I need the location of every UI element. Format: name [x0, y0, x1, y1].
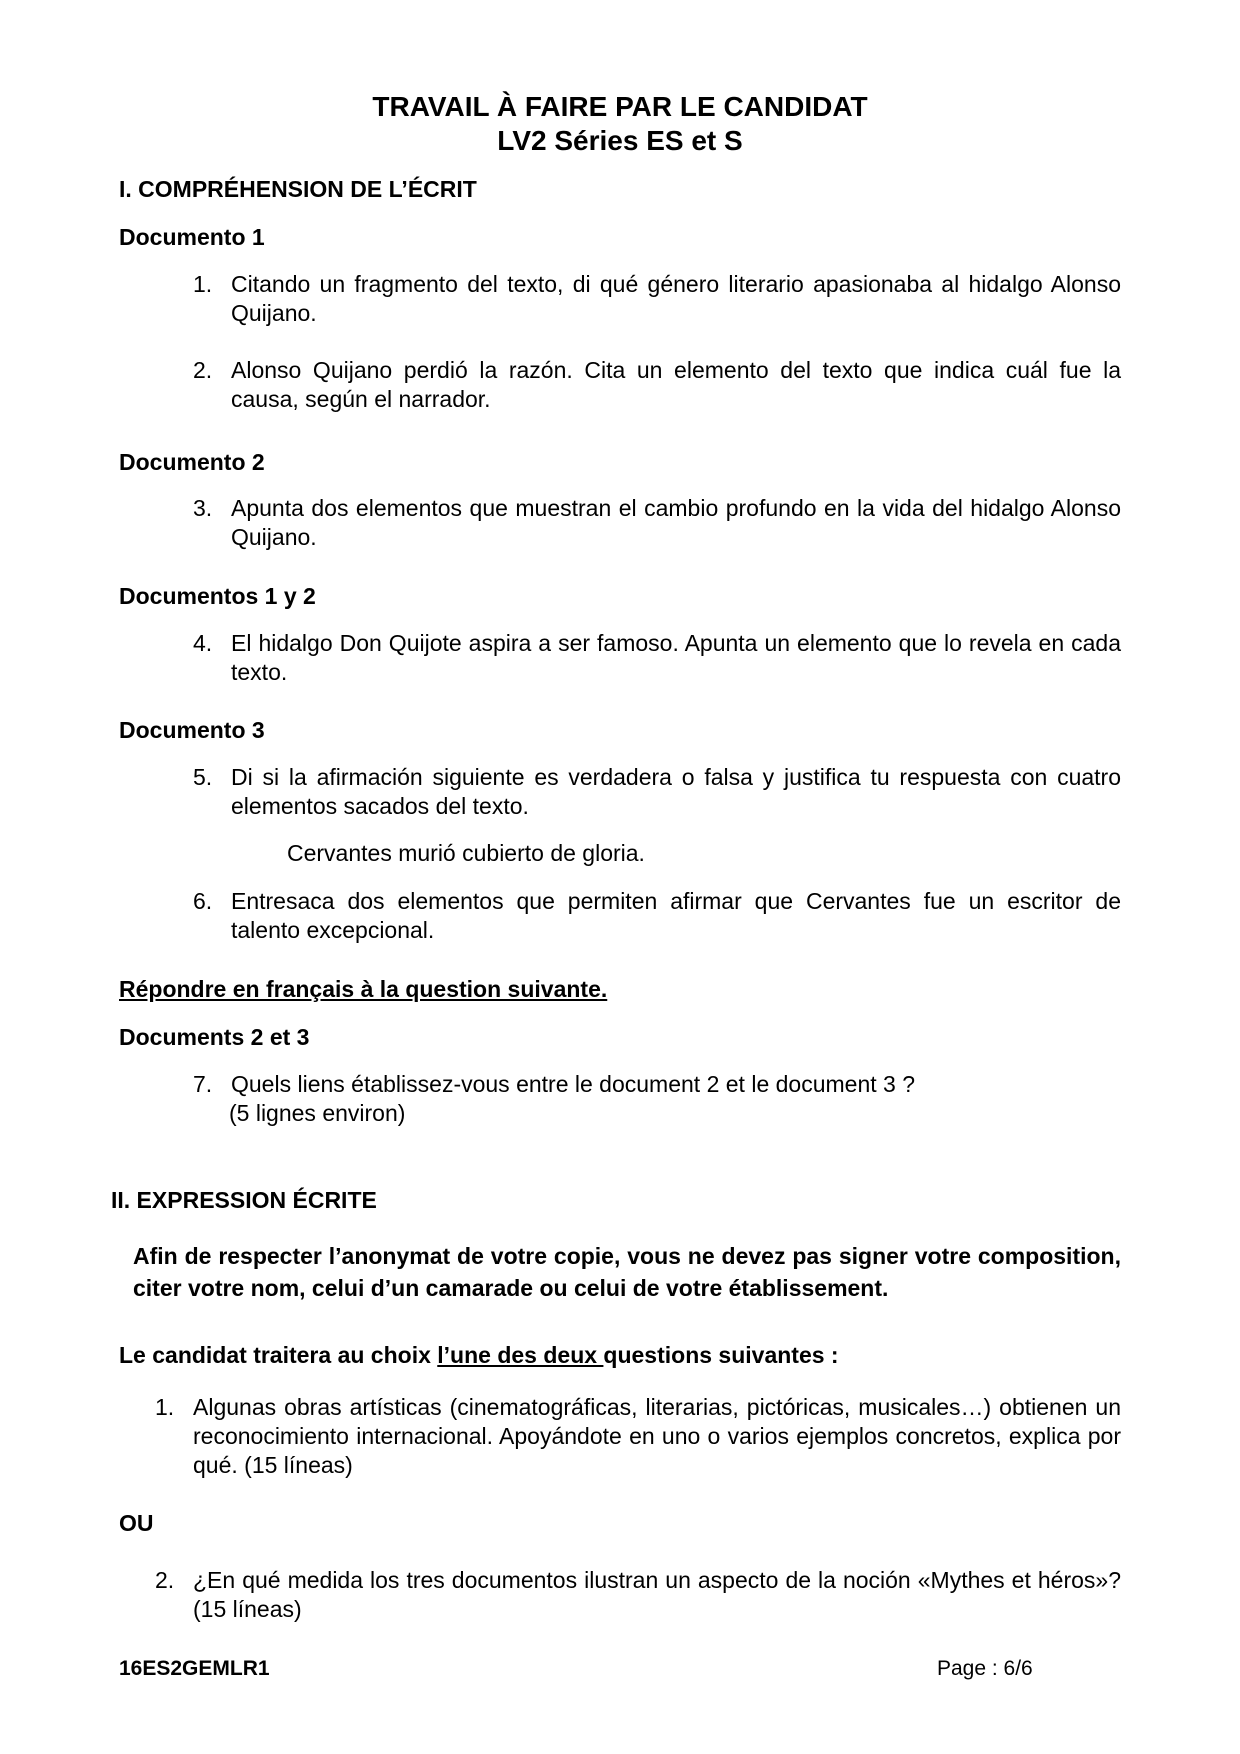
document-label: Documento 3: [119, 717, 265, 743]
question-1: [193, 270, 1121, 328]
footer-code: 16ES2GEMLR1: [119, 1657, 270, 1680]
question-text: Alonso Quijano perdió la razón. Cita un elemento del texto que indica cuál fue la causa, según el narrador.: [231, 357, 1121, 412]
question-text: El hidalgo Don Quijote aspira a ser famoso. Apunta un elemento que lo revela en cada texto.: [231, 630, 1121, 685]
question-number: 6.: [193, 888, 213, 914]
choice-text-end: questions suivantes :: [603, 1342, 839, 1368]
statement: Cervantes murió cubierto de gloria.: [287, 840, 645, 866]
question-text: Algunas obras artísticas (cinematográficas, literarias, pictóricas, musicales…) obtienen un reconocimiento internacional. Apoyándote en uno o varios ejemplos concretos, explica por qué. (15 líneas): [193, 1394, 1121, 1478]
section-heading-expression: II. EXPRESSION ÉCRITE: [111, 1187, 377, 1213]
question-text: Quels liens établissez-vous entre le document 2 et le document 3 ?: [231, 1071, 915, 1097]
question-6: [193, 887, 1121, 945]
length-note: (5 lignes environ): [229, 1100, 406, 1126]
question-text: Citando un fragmento del texto, di qué género literario apasionaba al hidalgo Alonso Quijano.: [231, 271, 1121, 326]
question-number: 4.: [193, 630, 213, 656]
question-number: 7.: [193, 1071, 213, 1097]
anonymity-notice: Afin de respecter l’anonymat de votre copie, vous ne devez pas signer votre composition, citer votre nom, celui d’un camarade ou celui de votre établissement.: [133, 1243, 1121, 1301]
question-number: 1.: [155, 1394, 175, 1420]
french-instruction: Répondre en français à la question suivante.: [119, 976, 608, 1002]
question-number: 5.: [193, 764, 213, 790]
question-3: [193, 494, 1121, 552]
document-label: Documento 1: [119, 224, 265, 250]
document-label: Documento 2: [119, 449, 265, 475]
question-7: [193, 1070, 1121, 1099]
essay-question-2: [155, 1566, 1121, 1624]
question-number: 2.: [193, 357, 213, 383]
question-text: Di si la afirmación siguiente es verdadera o falsa y justifica tu respuesta con cuatro elementos sacados del texto.: [231, 764, 1121, 819]
question-4: [193, 629, 1121, 687]
page-subtitle: LV2 Séries ES et S: [497, 125, 743, 156]
essay-question-1: [155, 1393, 1121, 1480]
page-number: Page : 6/6: [937, 1657, 1033, 1680]
document-label: Documents 2 et 3: [119, 1024, 310, 1050]
question-number: 2.: [155, 1567, 175, 1593]
section-heading-comprehension: I. COMPRÉHENSION DE L’ÉCRIT: [119, 176, 477, 202]
question-number: 1.: [193, 271, 213, 297]
choice-underlined-text: l’une des deux: [437, 1342, 604, 1368]
question-number: 3.: [193, 495, 213, 521]
choice-instruction: [119, 1341, 839, 1369]
page-title: TRAVAIL À FAIRE PAR LE CANDIDAT: [372, 91, 868, 122]
question-5: [193, 763, 1121, 821]
document-label: Documentos 1 y 2: [119, 583, 316, 609]
question-text: Entresaca dos elementos que permiten afirmar que Cervantes fue un escritor de talento excepcional.: [231, 888, 1121, 943]
question-text: ¿En qué medida los tres documentos ilustran un aspecto de la noción «Mythes et héros»? (15 líneas): [193, 1567, 1121, 1622]
question-2: [193, 356, 1121, 414]
or-label: OU: [119, 1510, 154, 1536]
choice-text: Le candidat traitera au choix: [119, 1342, 438, 1368]
question-text: Apunta dos elementos que muestran el cambio profundo en la vida del hidalgo Alonso Quijano.: [231, 495, 1121, 550]
